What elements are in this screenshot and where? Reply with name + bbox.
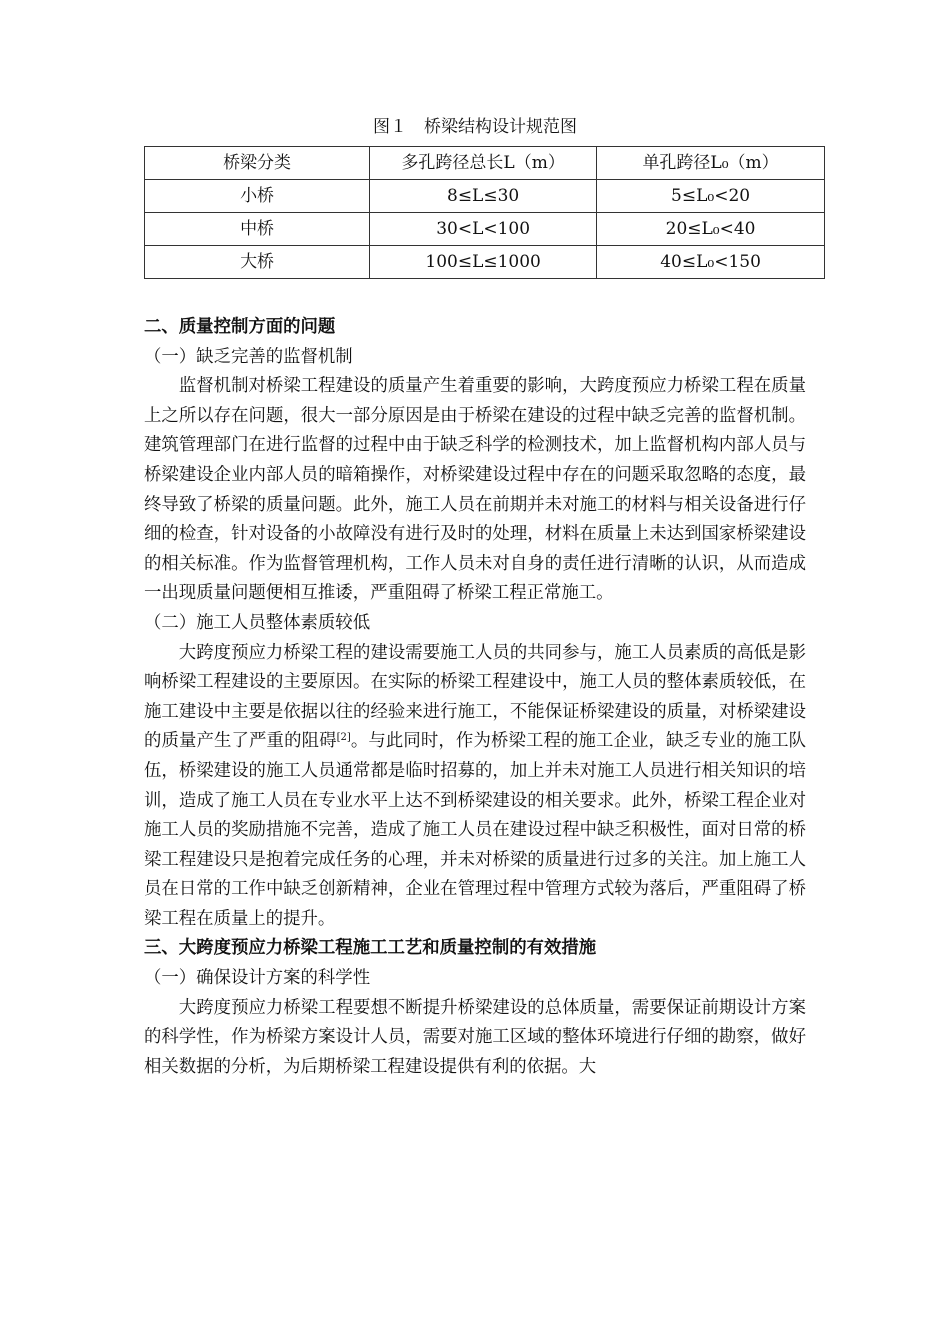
table-cell: 20≤L₀<40 (597, 213, 825, 246)
paragraph-text: 。与此同时，作为桥梁工程的施工企业，缺乏专业的施工队伍，桥梁建设的施工人员通常都是临时招募的，加上并未对施工人员进行相关知识的培训，造成了施工人员在专业水平上达不到桥梁建设的相关要求。此外，桥梁工程企业对施工人员的奖励措施不完善，造成了施工人员在建设过程中缺乏积极性，面对日常的桥梁工程建设只是抱着完成任务的心理，并未对桥梁的质量进行过多的关注。加上施工人员在日常的工作中缺乏创新精神，企业在管理过程中管理方式较为落后，严重阻碍了桥梁工程在质量上的提升。 (144, 731, 806, 929)
table-cell: 30<L<100 (370, 213, 597, 246)
table-cell: 中桥 (145, 213, 370, 246)
table-header-cell: 单孔跨径L₀（m） (597, 147, 825, 180)
table-cell: 100≤L≤1000 (370, 246, 597, 279)
table-cell: 5≤L₀<20 (597, 180, 825, 213)
subsection-heading: （一）缺乏完善的监督机制 (144, 346, 353, 367)
section-heading: 二、质量控制方面的问题 (144, 317, 336, 337)
table-cell: 小桥 (145, 180, 370, 213)
table-header-row (145, 147, 825, 180)
table-row (145, 180, 825, 213)
table-cell: 40≤L₀<150 (597, 246, 825, 279)
table-cell: 大桥 (145, 246, 370, 279)
bridge-spec-table (144, 146, 825, 279)
figure-caption: 图１ 桥梁结构设计规范图 (373, 117, 577, 137)
paragraph: 监督机制对桥梁工程建设的质量产生着重要的影响，大跨度预应力桥梁工程在质量上之所以存在问题，很大一部分原因是由于桥梁在建设的过程中缺乏完善的监督机制。建筑管理部门在进行监督的过程中由于缺乏科学的检测技术，加上监督机构内部人员与桥梁建设企业内部人员的暗箱操作，对桥梁建设过程中存在的问题采取忽略的态度，最终导致了桥梁的质量问题。此外，施工人员在前期并未对施工的材料与相关设备进行仔细的检查，针对设备的小故障没有进行及时的处理，材料在质量上未达到国家桥梁建设的相关标准。作为监督管理机构，工作人员未对自身的责任进行清晰的认识，从而造成一出现质量问题便相互推诿，严重阻碍了桥梁工程正常施工。 (144, 376, 806, 604)
table-row (145, 246, 825, 279)
table-row (145, 213, 825, 246)
table-cell: 8≤L≤30 (370, 180, 597, 213)
section-heading: 三、大跨度预应力桥梁工程施工工艺和质量控制的有效措施 (144, 938, 597, 959)
table-header-cell: 桥梁分类 (145, 147, 370, 180)
subsection-heading: （二）施工人员整体素质较低 (144, 612, 371, 633)
paragraph-text: 大跨度预应力桥梁工程的建设需要施工人员的共同参与，施工人员素质的高低是影响桥梁工程建设的主要原因。在实际的桥梁工程建设中，施工人员的整体素质较低，在施工建设中主要是依据以往的经验来进行施工，不能保证桥梁建设的质量，对桥梁建设的质量产生了严重的阻碍 (144, 642, 806, 752)
paragraph (144, 639, 806, 935)
citation-ref: [2] (336, 732, 351, 744)
table-header-cell: 多孔跨径总长L（m） (370, 147, 597, 180)
subsection-heading: （一）确保设计方案的科学性 (144, 968, 371, 989)
paragraph: 大跨度预应力桥梁工程要想不断提升桥梁建设的总体质量，需要保证前期设计方案的科学性，作为桥梁方案设计人员，需要对施工区域的整体环境进行仔细的勘察，做好相关数据的分析，为后期桥梁工程建设提供有利的依据。大 (144, 997, 806, 1077)
document-body (144, 313, 806, 1082)
